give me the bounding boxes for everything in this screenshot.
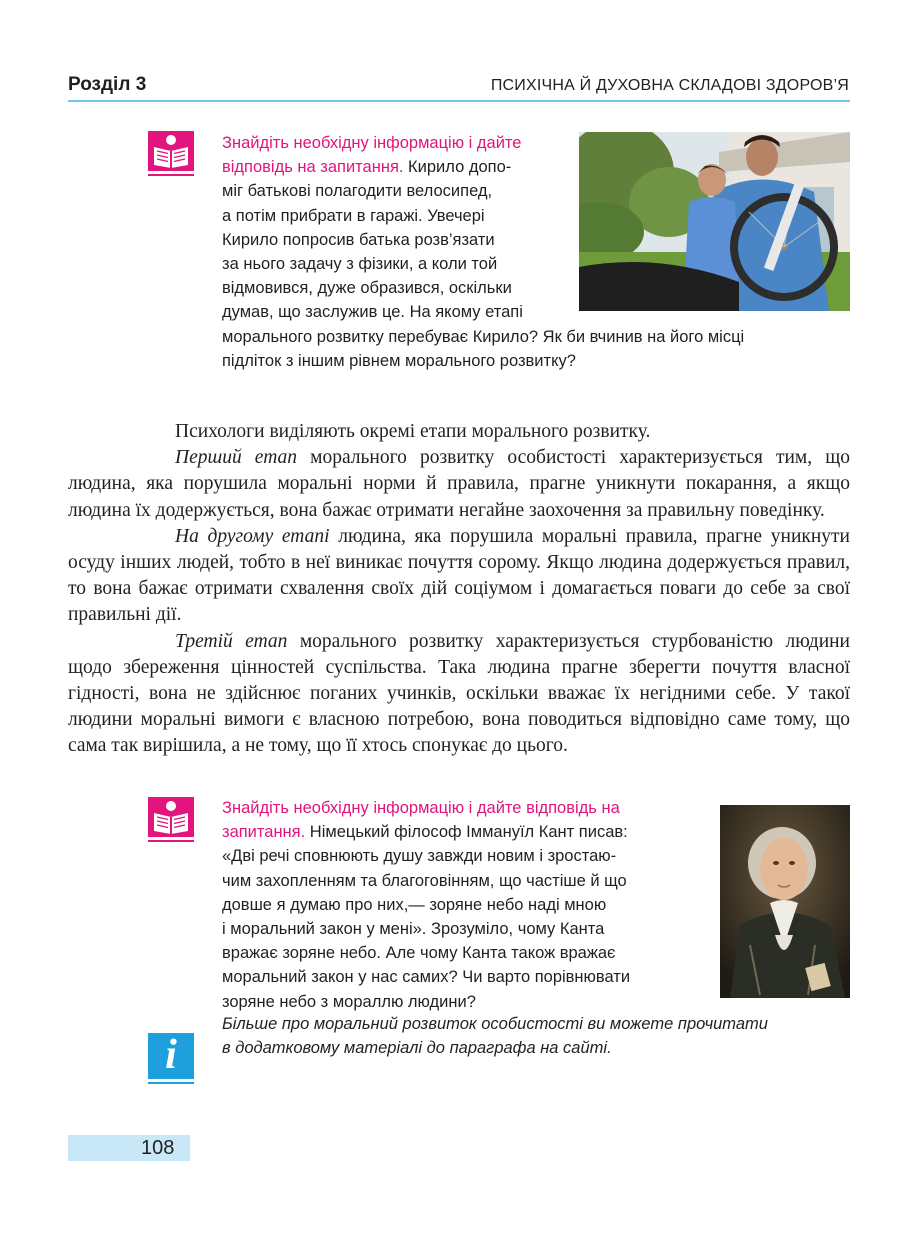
task1-text: [222, 131, 572, 325]
info-text: [222, 1012, 852, 1060]
task1-line: Кирило допо-: [403, 158, 512, 177]
task2-highlight-1: Знайдіть необхідну інформацію і дайте відповідь на: [222, 799, 620, 817]
section-label: Розділ 3: [68, 74, 147, 95]
paragraph-text: людина, яка порушила моральні правила, прагне уникнути осуду інших людей, тобто в неї виникає почуття сорому. Якщо людина додержується правил, то вона бажає отримати схвалення своїх дій соціумом і домагається поваги до себе за свої правильні дії.: [68, 525, 850, 626]
task2-line: чим захопленням та благоговінням, що частіше й що: [222, 871, 627, 890]
task2-line: вражає зоряне небо. Але чому Канта також вражає: [222, 944, 616, 963]
task1-line: морального розвитку перебуває Кирило? Як би вчинив на його місці: [222, 328, 745, 346]
info-line: Більше про моральний розвиток особистості ви можете прочитати: [222, 1015, 768, 1033]
task1-highlight-2: відповідь на запитання.: [222, 158, 404, 177]
page-number: 108: [141, 1137, 175, 1159]
task1-line: за нього задачу з фізики, а коли той: [222, 255, 498, 274]
reading-book-icon: [148, 131, 194, 177]
paragraph-emphasis: Перший етап: [175, 447, 298, 469]
kant-portrait: [720, 805, 850, 998]
task1-highlight-1: Знайдіть необхідну інформацію і дайте: [222, 134, 522, 152]
paragraph: Психологи виділяють окремі етапи морального розвитку.: [175, 421, 651, 442]
info-line: в додатковому матеріалі до параграфа на сайті.: [222, 1039, 612, 1057]
task2-line: моральний закон у нас самих? Чи варто порівнювати: [222, 968, 631, 987]
paragraph-emphasis: На другому етапі: [175, 525, 330, 547]
task2-text: [222, 796, 702, 1014]
main-body-text: [68, 419, 850, 760]
task2-line: довше я думаю про них,— зоряне небо наді мною: [222, 895, 607, 914]
paragraph: [68, 445, 850, 524]
paragraph: [68, 524, 850, 629]
info-glyph: i: [165, 1032, 177, 1078]
father-son-bicycle-photo: [579, 132, 850, 311]
task1-line: відмовився, дуже образився, оскільки: [222, 279, 512, 298]
task1-line: Кирило попросив батька розв’язати: [222, 230, 495, 249]
paragraph-text: морального розвитку характеризується стурбованістю людини щодо збереження цінностей суспільства. Така людина прагне зберегти почуття власної гідності, вона не здійснює поганих учинків, оскільки вважає їх негідними себе. У такої людини моральні вимоги є власною потребою, вона поводиться відповідно саме тому, що сама так вирішила, а не тому, що її хтось спонукає до цього.: [68, 630, 850, 757]
task1-line: думав, що заслужив це. На якому етапі: [222, 303, 523, 322]
task1-line: підліток з іншим рівнем морального розвитку?: [222, 352, 576, 371]
task2-line: Німецький філософ Іммануїл Кант писав:: [305, 823, 628, 842]
task2-line: «Дві речі сповнюють душу завжди новим і зростаю-: [222, 847, 617, 866]
task1-line: міг батькові полагодити велосипед,: [222, 182, 493, 201]
task2-line: зоряне небо з мораллю людини?: [222, 992, 476, 1011]
paragraph-text: морального розвитку особистості характеризується тим, що людина, яка порушила моральні норми й правила, прагне уникнути покарання, а якщо людина їх додержується, вона бажає отримати негайне заохочення за правильну поведінку.: [68, 447, 850, 521]
task2-highlight-2: запитання.: [222, 823, 306, 842]
task2-line: і моральний закон у мені». Зрозуміло, чому Канта: [222, 920, 605, 939]
paragraph: [68, 629, 850, 760]
task1-text-wide: [222, 325, 852, 373]
task1-line: а потім прибрати в гаражі. Увечері: [222, 206, 485, 225]
chapter-title: ПСИХІЧНА Й ДУХОВНА СКЛАДОВІ ЗДОРОВ’Я: [490, 77, 849, 94]
reading-book-icon: [148, 797, 194, 843]
paragraph-emphasis: Третій етап: [175, 630, 288, 652]
header-divider: [68, 100, 850, 102]
